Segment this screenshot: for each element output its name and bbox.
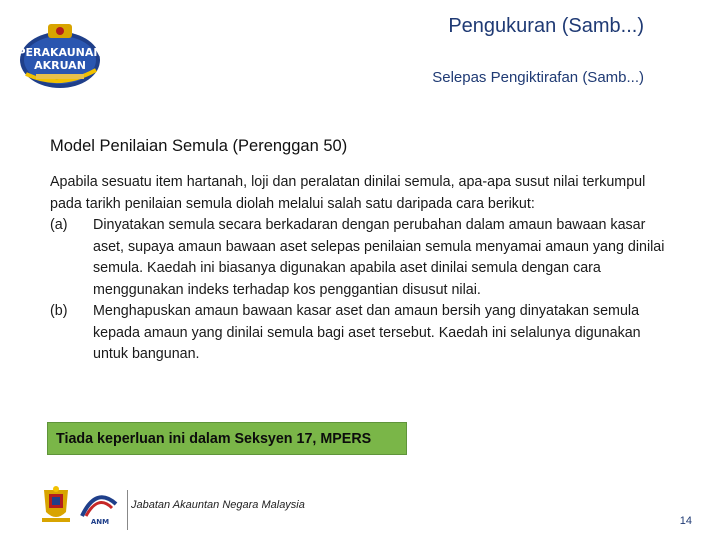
list-item bbox=[50, 301, 670, 366]
malaysia-coat-of-arms-icon bbox=[42, 486, 70, 522]
list-item-number: (a) bbox=[50, 217, 68, 233]
list-item-text: Dinyatakan semula secara berkadaran dengan perubahan dalam amaun bawaan kasar aset, supaya amaun bawaan aset selepas penilaian semula menyamai amaun yang dinilai semula. Kaedah ini biasanya digunakan apabila aset dinilai semula dengan cara menggunakan indeks terhadap kos penggantian disusut nilai. bbox=[93, 217, 665, 298]
anm-label: ANM bbox=[90, 518, 110, 526]
list-item bbox=[50, 215, 670, 301]
highlight-note: Tiada keperluan ini dalam Seksyen 17, MPERS bbox=[47, 422, 407, 455]
slide-subtitle: Selepas Pengiktirafan (Samb...) bbox=[432, 69, 644, 86]
footer-divider bbox=[127, 490, 128, 530]
logo-text-line2: AKRUAN bbox=[34, 59, 86, 72]
logo-text-line1: PERAKAUNAN bbox=[18, 46, 102, 59]
footer-logos bbox=[38, 486, 120, 526]
intro-paragraph: Apabila sesuatu item hartanah, loji dan peralatan dinilai semula, apa-apa susut nilai terkumpul pada tarikh penilaian semula diolah melalui salah satu daripada cara berikut: bbox=[50, 174, 646, 212]
page-number: 14 bbox=[679, 515, 692, 527]
perakaunan-akruan-logo bbox=[18, 22, 102, 92]
footer-organization: Jabatan Akauntan Negara Malaysia bbox=[131, 499, 305, 511]
section-heading: Model Penilaian Semula (Perenggan 50) bbox=[50, 137, 348, 155]
list-item-number: (b) bbox=[50, 303, 68, 319]
slide-title: Pengukuran (Samb...) bbox=[448, 15, 644, 37]
list-item-text: Menghapuskan amaun bawaan kasar aset dan amaun bersih yang dinyatakan semula kepada amaun yang dinilai semula bagi aset tersebut. Kaedah ini selalunya digunakan untuk bangunan. bbox=[93, 303, 641, 362]
body-text bbox=[50, 172, 670, 366]
anm-logo-icon bbox=[82, 497, 116, 526]
